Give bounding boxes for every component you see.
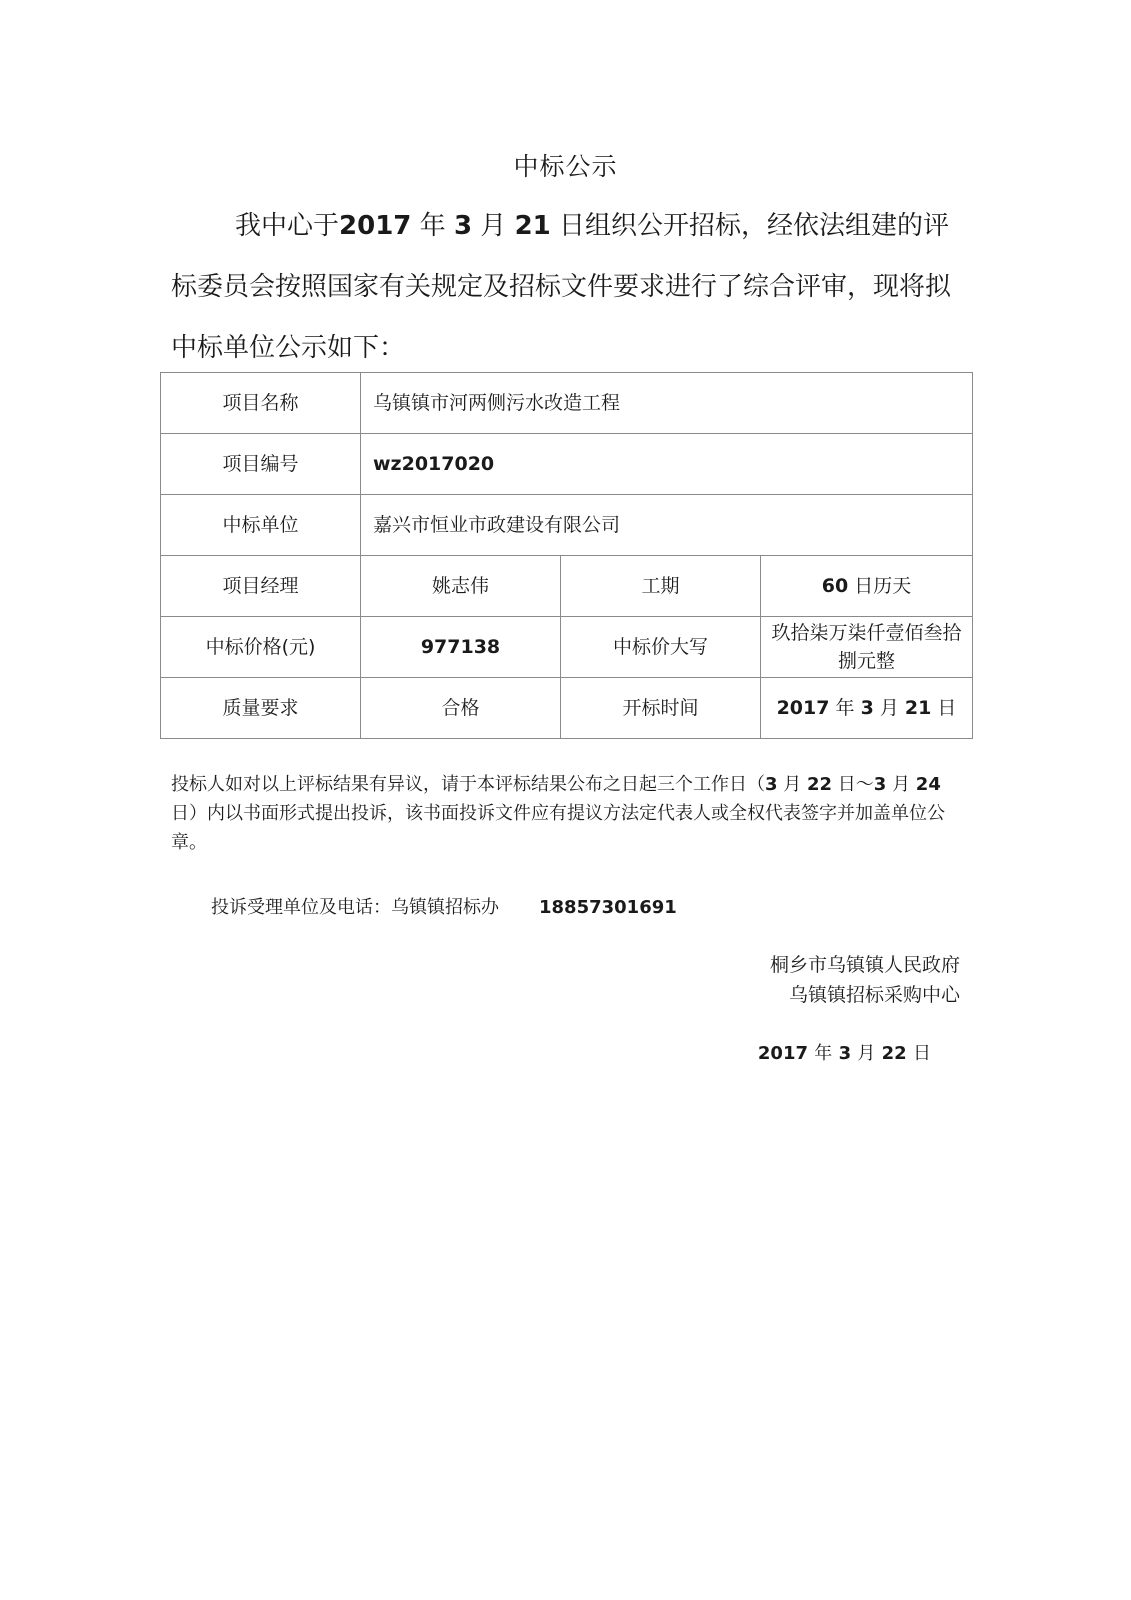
table-row [161,495,973,556]
contact-label: 投诉受理单位及电话：乌镇镇招标办 [211,897,499,918]
open-time-y: 年 [835,697,855,719]
duration-value [761,556,973,617]
manager-value: 姚志伟 [361,556,561,617]
quality-label: 质量要求 [161,678,361,739]
open-time-value [761,678,973,739]
signature-line-1: 桐乡市乌镇镇人民政府 [769,954,960,976]
table-row [161,556,973,617]
contact-phone: 18857301691 [539,897,677,918]
project-no-label: 项目编号 [161,434,361,495]
objection-text-5: 日）内以书面形式提出投诉，该书面投诉文件应有提议方法定代表人或全权代表签字并加盖单位公章。 [171,803,945,853]
quality-value: 合格 [361,678,561,739]
price-label: 中标价格(元) [161,617,361,678]
objection-month-1: 3 [765,774,778,795]
table-row [161,617,973,678]
open-time-label: 开标时间 [561,678,761,739]
open-time-year: 2017 [776,697,830,719]
intro-text-4: 日组织公开招标，经依法组建的评标委员会按照国家有关规定及招标文件要求进行了综合评审，现将拟中标单位公示如下： [171,211,952,363]
complaint-contact [211,893,677,919]
objection-text-3: 日～ [837,774,874,795]
intro-year: 2017 [339,211,412,241]
intro-month: 3 [453,211,473,241]
bid-info-table [160,372,973,739]
duration-number: 60 [821,575,849,597]
table-row [161,373,973,434]
open-time-day: 21 [904,697,932,719]
winner-value: 嘉兴市恒业市政建设有限公司 [361,495,973,556]
date-month: 3 [838,1043,852,1064]
document-date [758,1039,931,1065]
objection-text-1: 投标人如对以上评标结果有异议，请于本评标结果公布之日起三个工作日（ [171,774,765,795]
price-value: 977138 [361,617,561,678]
intro-day: 21 [514,211,551,241]
date-m: 月 [857,1043,876,1064]
duration-label: 工期 [561,556,761,617]
date-day: 22 [881,1043,907,1064]
intro-text-3: 月 [480,211,507,241]
open-time-m: 月 [879,697,899,719]
intro-text-1: 我中心于 [235,211,340,241]
intro-paragraph [171,196,966,379]
manager-label: 项目经理 [161,556,361,617]
winner-label: 中标单位 [161,495,361,556]
objection-paragraph [171,770,966,857]
objection-text-4: 月 [892,774,911,795]
objection-day-1: 22 [807,774,833,795]
document-title: 中标公示 [513,152,618,181]
project-name-label: 项目名称 [161,373,361,434]
open-time-d: 日 [937,697,957,719]
date-y: 年 [814,1043,833,1064]
objection-day-2: 24 [915,774,941,795]
table-row [161,678,973,739]
objection-text-2: 月 [783,774,802,795]
objection-month-2: 3 [873,774,887,795]
price-words-value: 玖拾柒万柒仟壹佰叁拾捌元整 [761,617,973,678]
signature-line-2: 乌镇镇招标采购中心 [788,984,960,1006]
date-year: 2017 [757,1043,808,1064]
date-d: 日 [913,1043,931,1064]
open-time-month: 3 [860,697,874,719]
signature-block [770,950,960,1010]
price-words-label: 中标价大写 [561,617,761,678]
table-row [161,434,973,495]
duration-unit: 日历天 [854,575,912,597]
intro-text-2: 年 [419,211,446,241]
project-name-value: 乌镇镇市河两侧污水改造工程 [361,373,973,434]
project-no-value: wz2017020 [361,434,973,495]
